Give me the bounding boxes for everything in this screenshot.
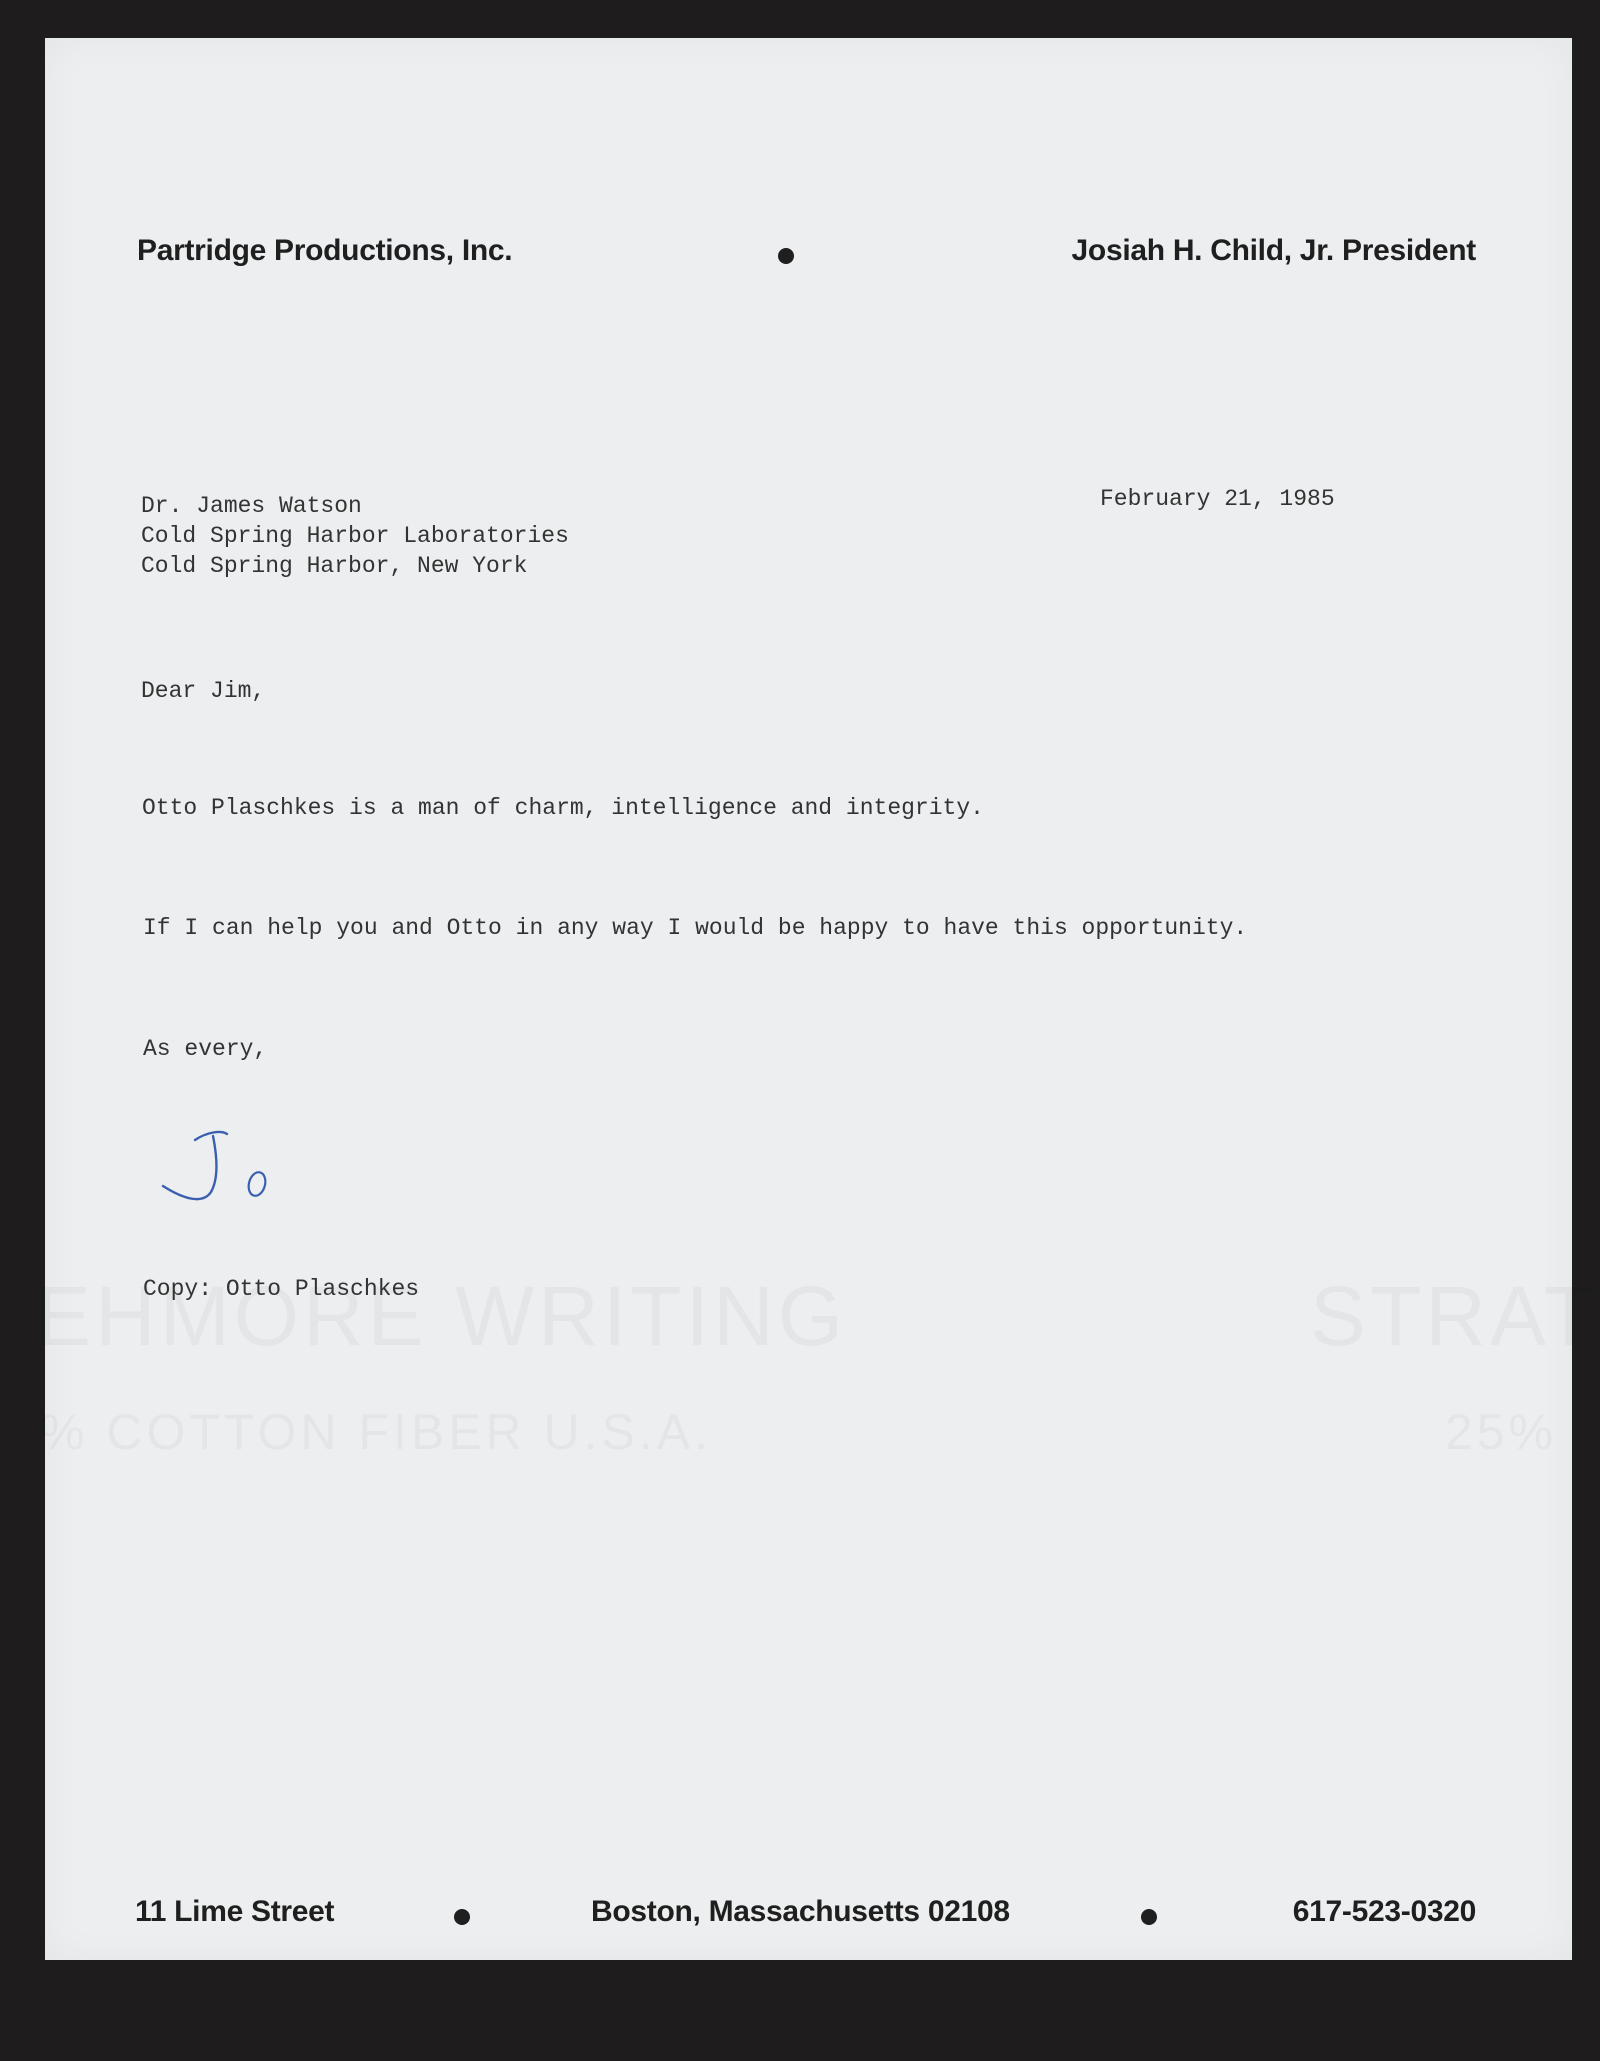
footer-street: 11 Lime Street (135, 1895, 335, 1928)
recipient-name: Dr. James Watson (141, 493, 362, 519)
officer-title: Josiah H. Child, Jr. President (1071, 234, 1476, 267)
footer-city: Boston, Massachusetts 02108 (591, 1895, 1010, 1928)
copy-line: Copy: Otto Plaschkes (143, 1276, 420, 1302)
footer-bullet (1141, 1909, 1157, 1925)
company-name: Partridge Productions, Inc. (137, 234, 513, 267)
body-paragraph: If I can help you and Otto in any way I would be happy to have this opportunity. (143, 915, 1248, 941)
closing: As every, (143, 1036, 268, 1062)
paper-watermark (1310, 1268, 1599, 1365)
salutation: Dear Jim, (141, 678, 266, 704)
letter-date: February 21, 1985 (1100, 486, 1335, 512)
body-paragraph: Otto Plaschkes is a man of charm, intelligence and integrity. (142, 795, 984, 821)
paper-watermark (40, 1403, 712, 1461)
recipient-organization: Cold Spring Harbor Laboratories (141, 523, 569, 549)
footer-bullet (454, 1909, 470, 1925)
letterhead-bullet (778, 248, 794, 264)
letter-page (45, 38, 1572, 1960)
paper-watermark (1445, 1403, 1557, 1461)
signature (155, 1126, 285, 1216)
footer-phone: 617-523-0320 (1292, 1895, 1476, 1928)
recipient-location: Cold Spring Harbor, New York (141, 553, 528, 579)
